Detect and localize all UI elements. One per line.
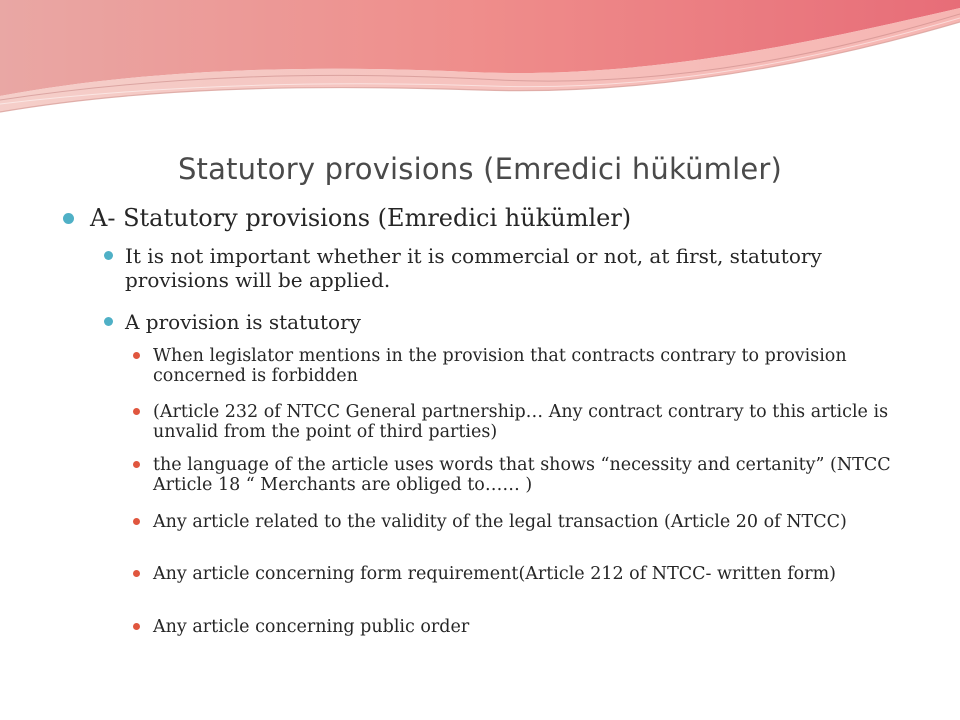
bullet-level3	[153, 564, 913, 584]
bullet-text: Any article concerning public order	[153, 617, 470, 637]
bullet-text: Any article related to the validity of the legal transaction (Article 20 of NTCC)	[153, 512, 847, 532]
bullet-text: A- Statutory provisions (Emredici hükümler)	[90, 204, 632, 232]
bullet-level2	[125, 310, 925, 334]
bullet-level3	[153, 455, 913, 495]
bullet-level3	[153, 512, 913, 532]
header-wave-decoration	[0, 0, 960, 130]
slide-title: Statutory provisions (Emredici hükümler)	[177, 152, 783, 186]
bullet-dot-icon	[104, 317, 113, 326]
bullet-text: When legislator mentions in the provision that contracts contrary to provision concerned is forbidden	[153, 346, 847, 386]
bullet-level3	[153, 402, 913, 442]
bullet-text: the language of the article uses words that shows “necessity and certanity” (NTCC Article 18 “ Merchants are obliged to…… )	[153, 455, 891, 495]
bullet-level3	[153, 617, 913, 637]
bullet-dot-icon	[133, 623, 140, 630]
bullet-dot-icon	[133, 352, 140, 359]
bullet-dot-icon	[63, 213, 74, 224]
bullet-dot-icon	[104, 251, 113, 260]
bullet-dot-icon	[133, 570, 140, 577]
bullet-text: A provision is statutory	[125, 310, 361, 334]
bullet-level2	[125, 244, 925, 292]
bullet-level3	[153, 346, 913, 386]
bullet-dot-icon	[133, 461, 140, 468]
bullet-dot-icon	[133, 408, 140, 415]
bullet-text: Any article concerning form requirement(Article 212 of NTCC- written form)	[153, 564, 836, 584]
bullet-text: It is not important whether it is commercial or not, at first, statutory provisions will be applied.	[125, 244, 822, 292]
bullet-level1	[90, 204, 930, 233]
bullet-text: (Article 232 of NTCC General partnership… Any contract contrary to this article is unvalid from the point of third parties)	[153, 402, 889, 442]
bullet-dot-icon	[133, 518, 140, 525]
